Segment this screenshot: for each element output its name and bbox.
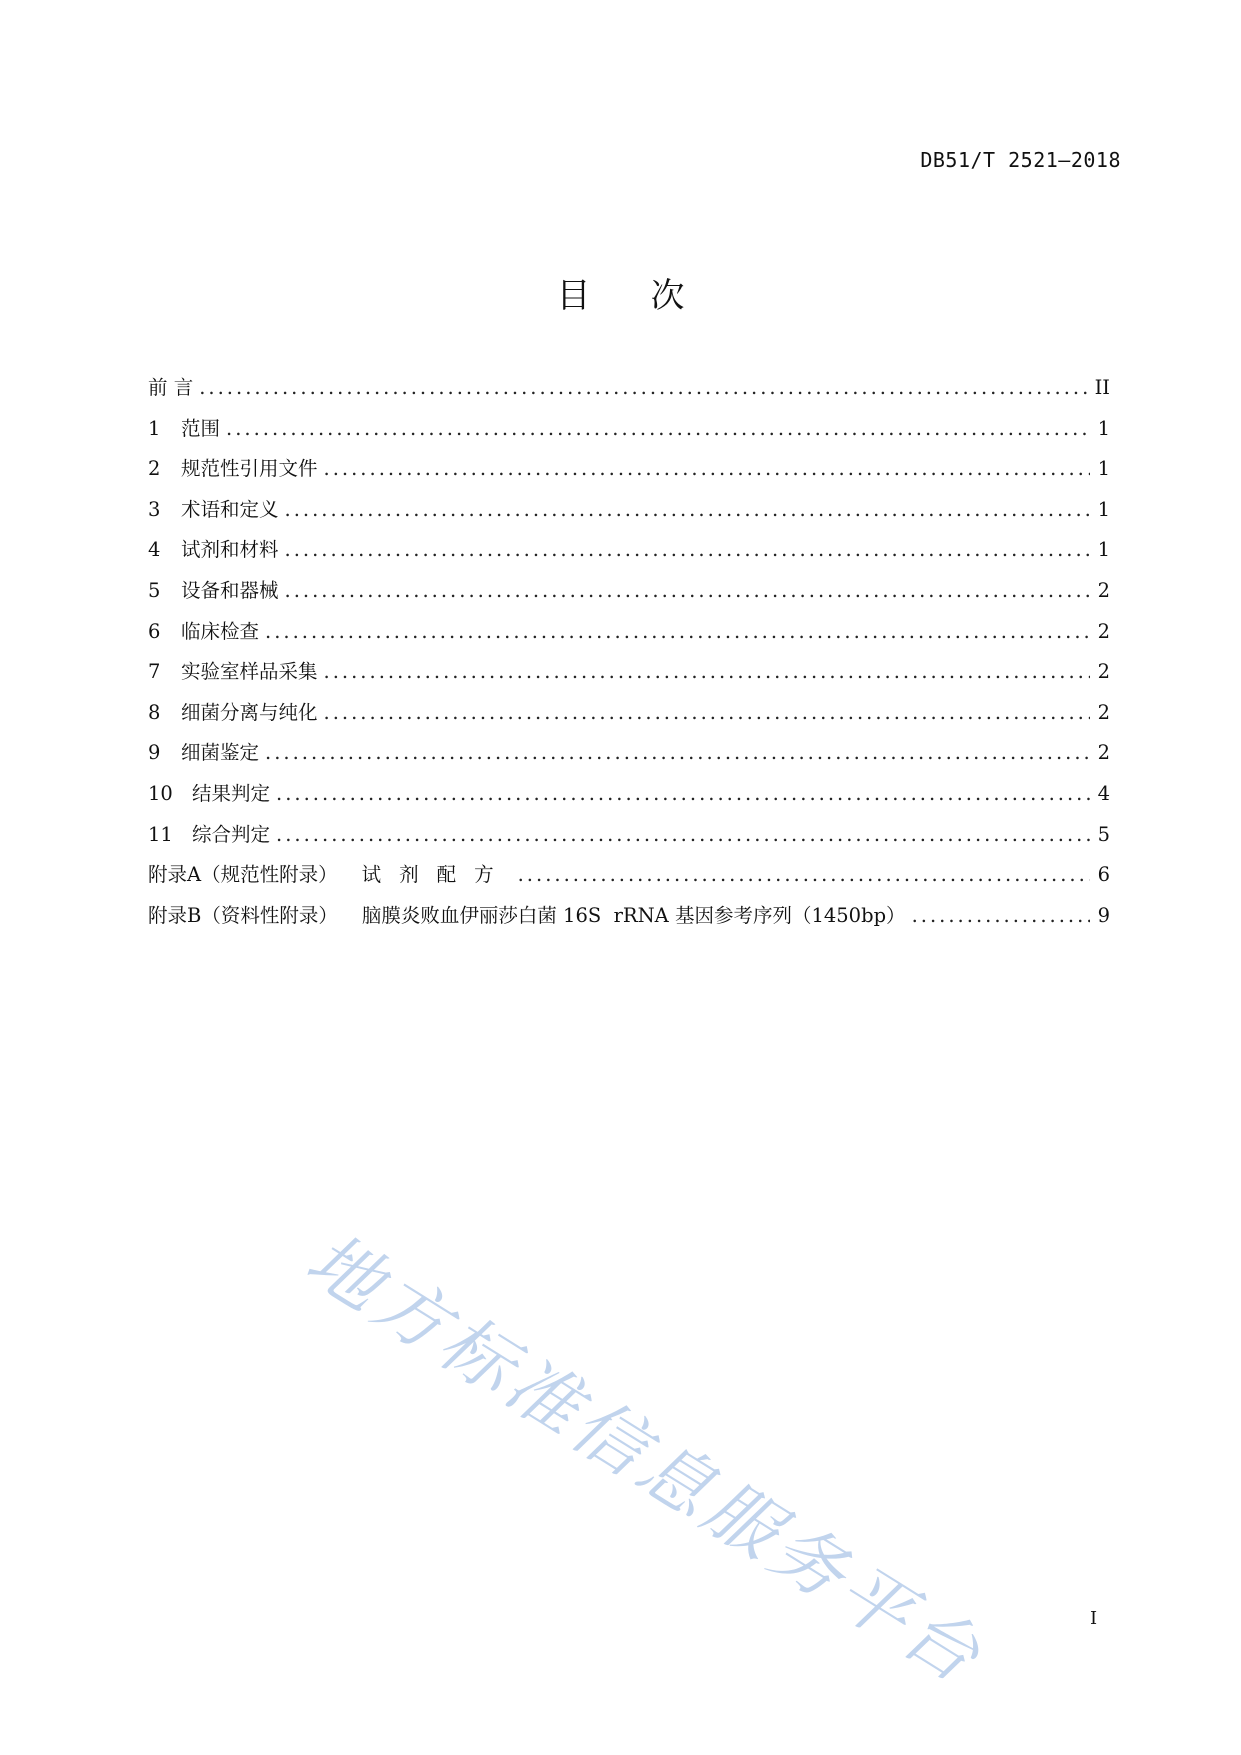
toc-page: 1 [1097, 538, 1110, 562]
toc-leader [285, 579, 1090, 602]
toc-label: 综合判定 [192, 822, 271, 846]
toc-entry-foreword[interactable] [148, 372, 1110, 413]
toc-page: 9 [1097, 903, 1110, 927]
toc-entry-appendix-b[interactable] [148, 900, 1110, 941]
toc-page: 1 [1097, 457, 1110, 481]
page-number: I [1090, 1608, 1098, 1629]
toc-number: 9 [148, 741, 161, 765]
toc-number: 1 [148, 416, 161, 440]
toc-entry[interactable] [148, 413, 1110, 454]
toc-label: 细菌分离与纯化 [181, 700, 318, 724]
toc-number: 附录A（规范性附录） [148, 863, 338, 887]
toc-leader [285, 538, 1090, 561]
toc-page: 4 [1097, 781, 1110, 805]
toc-label: 规范性引用文件 [181, 457, 318, 481]
toc-leader [324, 701, 1090, 724]
toc-leader [912, 904, 1090, 927]
toc-entry[interactable] [148, 737, 1110, 778]
toc-page: 2 [1097, 660, 1110, 684]
toc-label: 试剂配方 [361, 863, 512, 887]
toc-leader [276, 823, 1090, 846]
toc-entry[interactable] [148, 453, 1110, 494]
toc-number: 4 [148, 538, 161, 562]
toc-page: 2 [1097, 741, 1110, 765]
toc-leader [324, 660, 1090, 683]
toc-number: 5 [148, 578, 161, 602]
toc-leader [226, 417, 1090, 440]
toc-entry[interactable] [148, 616, 1110, 657]
toc-entry[interactable] [148, 534, 1110, 575]
table-of-contents [148, 372, 1110, 940]
toc-number: 2 [148, 457, 161, 481]
toc-page: 2 [1097, 700, 1110, 724]
toc-page: 5 [1097, 822, 1110, 846]
toc-entry[interactable] [148, 819, 1110, 860]
toc-label: 范围 [181, 416, 221, 440]
toc-leader [518, 863, 1090, 886]
toc-label: 结果判定 [192, 781, 271, 805]
toc-label: 实验室样品采集 [181, 660, 318, 684]
toc-number: 10 [148, 781, 173, 805]
toc-label: 试剂和材料 [181, 538, 279, 562]
toc-number: 11 [148, 822, 173, 846]
toc-page: 1 [1097, 497, 1110, 521]
toc-number: 3 [148, 497, 161, 521]
toc-number: 6 [148, 619, 161, 643]
toc-page: II [1094, 376, 1110, 399]
toc-entry[interactable] [148, 575, 1110, 616]
toc-leader [265, 620, 1090, 643]
toc-leader [324, 457, 1090, 480]
toc-label: 临床检查 [181, 619, 260, 643]
toc-page: 2 [1097, 619, 1110, 643]
toc-number: 7 [148, 660, 161, 684]
toc-page: 1 [1097, 416, 1110, 440]
toc-entry[interactable] [148, 697, 1110, 738]
toc-label: 术语和定义 [181, 497, 279, 521]
watermark: 地方标准信息服务平台 [292, 1216, 999, 1702]
toc-entry-appendix-a[interactable] [148, 859, 1110, 900]
toc-page: 6 [1097, 863, 1110, 887]
toc-leader [199, 376, 1088, 399]
toc-label: 脑膜炎败血伊丽莎白菌 16S rRNA 基因参考序列（1450bp） [361, 903, 906, 927]
toc-label: 细菌鉴定 [181, 741, 260, 765]
toc-leader [285, 498, 1090, 521]
toc-leader [276, 782, 1090, 805]
toc-label: 前 言 [148, 376, 194, 399]
toc-leader [265, 741, 1090, 764]
toc-entry[interactable] [148, 494, 1110, 535]
toc-number: 8 [148, 700, 161, 724]
toc-entry[interactable] [148, 656, 1110, 697]
page-title: 目次 [556, 276, 745, 316]
toc-entry[interactable] [148, 778, 1110, 819]
toc-number: 附录B（资料性附录） [148, 903, 338, 927]
toc-page: 2 [1097, 578, 1110, 602]
document-code: DB51/T 2521—2018 [920, 148, 1121, 172]
toc-label: 设备和器械 [181, 578, 279, 602]
